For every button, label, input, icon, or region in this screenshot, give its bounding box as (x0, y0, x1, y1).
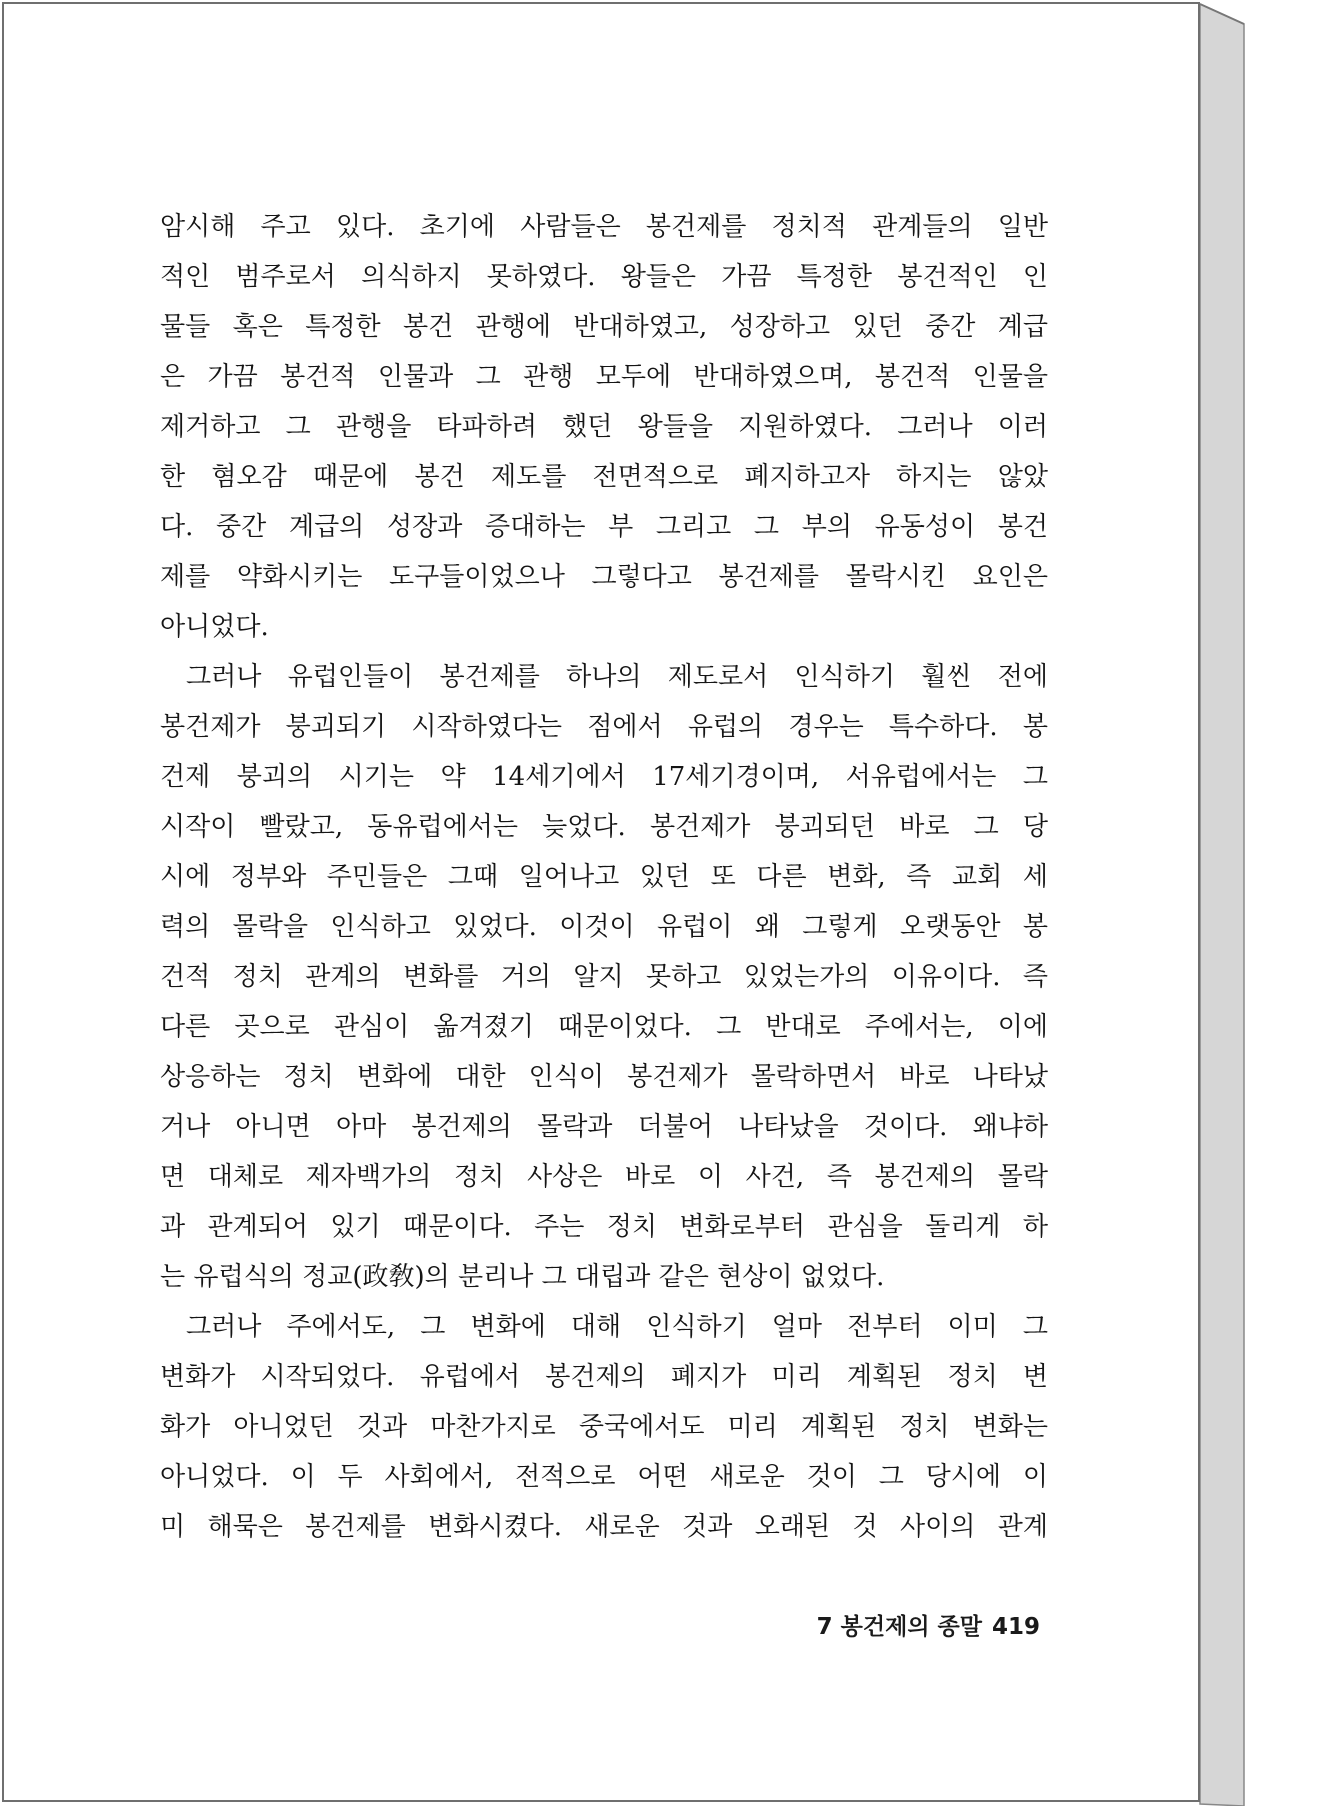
text-line: 제를 약화시키는 도구들이었으나 그렇다고 봉건제를 몰락시킨 요인은 (160, 562, 1048, 592)
paragraph-3 (160, 1302, 1048, 1552)
text-line: 미 해묵은 봉건제를 변화시켰다. 새로운 것과 오래된 것 사이의 관계 (160, 1512, 1048, 1542)
text-line: 봉건제가 붕괴되기 시작하였다는 점에서 유럽의 경우는 특수하다. 봉 (160, 712, 1048, 742)
text-line: 변화가 시작되었다. 유럽에서 봉건제의 폐지가 미리 계획된 정치 변 (160, 1362, 1048, 1392)
paragraph-1 (160, 202, 1048, 652)
text-line: 다른 곳으로 관심이 옮겨졌기 때문이었다. 그 반대로 주에서는, 이에 (160, 1012, 1048, 1042)
book-page (2, 2, 1200, 1802)
text-line: 물들 혹은 특정한 봉건 관행에 반대하였고, 성장하고 있던 중간 계급 (160, 312, 1048, 342)
text-line: 적인 범주로서 의식하지 못하였다. 왕들은 가끔 특정한 봉건적인 인 (160, 262, 1048, 292)
text-line: 그러나 유럽인들이 봉건제를 하나의 제도로서 인식하기 훨씬 전에 (186, 662, 1048, 692)
text-line: 한 혐오감 때문에 봉건 제도를 전면적으로 폐지하고자 하지는 않았 (160, 462, 1048, 492)
running-chapter-title: 7 봉건제의 종말 (816, 1614, 982, 1640)
text-line: 아니었다. 이 두 사회에서, 전적으로 어떤 새로운 것이 그 당시에 이 (160, 1462, 1048, 1492)
text-line: 시에 정부와 주민들은 그때 일어나고 있던 또 다른 변화, 즉 교회 세 (160, 862, 1048, 892)
text-line: 아니었다. (160, 612, 269, 642)
text-line: 은 가끔 봉건적 인물과 그 관행 모두에 반대하였으며, 봉건적 인물을 (160, 362, 1048, 392)
body-text (160, 202, 1048, 1552)
text-line: 제거하고 그 관행을 타파하려 했던 왕들을 지원하였다. 그러나 이러 (160, 412, 1048, 442)
text-line: 다. 중간 계급의 성장과 증대하는 부 그리고 그 부의 유동성이 봉건 (160, 512, 1048, 542)
text-line: 과 관계되어 있기 때문이다. 주는 정치 변화로부터 관심을 돌리게 하 (160, 1212, 1048, 1242)
text-line: 상응하는 정치 변화에 대한 인식이 봉건제가 몰락하면서 바로 나타났 (160, 1062, 1048, 1092)
page-number: 419 (991, 1614, 1040, 1640)
text-line: 거나 아니면 아마 봉건제의 몰락과 더불어 나타났을 것이다. 왜냐하 (160, 1112, 1048, 1142)
paragraph-2 (160, 652, 1048, 1302)
text-line: 화가 아니었던 것과 마찬가지로 중국에서도 미리 계획된 정치 변화는 (160, 1412, 1048, 1442)
text-line: 그러나 주에서도, 그 변화에 대해 인식하기 얼마 전부터 이미 그 (186, 1312, 1048, 1342)
text-line: 시작이 빨랐고, 동유럽에서는 늦었다. 봉건제가 붕괴되던 바로 그 당 (160, 812, 1048, 842)
text-line: 암시해 주고 있다. 초기에 사람들은 봉건제를 정치적 관계들의 일반 (160, 212, 1048, 242)
page-footer (817, 1608, 1040, 1641)
text-line: 건제 붕괴의 시기는 약 14세기에서 17세기경이며, 서유럽에서는 그 (160, 762, 1048, 792)
text-line: 면 대체로 제자백가의 정치 사상은 바로 이 사건, 즉 봉건제의 몰락 (160, 1162, 1048, 1192)
text-line: 건적 정치 관계의 변화를 거의 알지 못하고 있었는가의 이유이다. 즉 (160, 962, 1048, 992)
text-line: 력의 몰락을 인식하고 있었다. 이것이 유럽이 왜 그렇게 오랫동안 봉 (160, 912, 1048, 942)
text-line: 는 유럽식의 정교(政敎)의 분리나 그 대립과 같은 현상이 없었다. (160, 1262, 885, 1292)
